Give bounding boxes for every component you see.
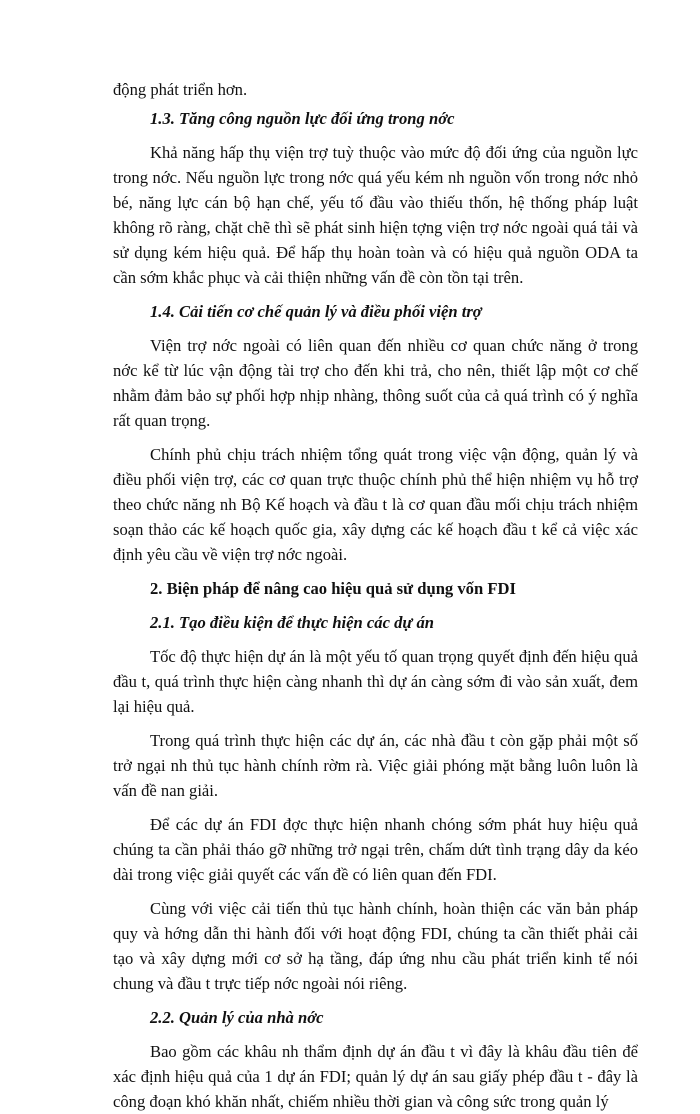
section-heading-1-3: 1.3. Tăng công nguồn lực đối ứng trong nớc [150,109,455,128]
paragraph-continuation: động phát triển hơn. [113,80,248,99]
section-heading-2: 2. Biện pháp để nâng cao hiệu quả sử dụng vốn FDI [150,579,516,598]
paragraph: Trong quá trình thực hiện các dự án, các nhà đầu t còn gặp phải một số trở ngại nh thủ tục hành chính rờm rà. Việc giải phóng mặt bằng luôn luôn là vấn đề nan giải. [113,731,638,800]
section-heading-1-4: 1.4. Cải tiến cơ chế quản lý và điều phối viện trợ [150,302,482,321]
paragraph: Viện trợ nớc ngoài có liên quan đến nhiều cơ quan chức năng ở trong nớc kể từ lúc vận động tài trợ cho đến khi trả, cho nên, thiết lập một cơ chế nhằm đảm bảo sự phối hợp nhịp nhàng, thông suốt của cả quá trình có ý nghĩa rất quan trọng. [113,336,638,430]
section-heading-2-2: 2.2. Quản lý của nhà nớc [150,1008,324,1027]
section-heading-2-1: 2.1. Tạo điều kiện để thực hiện các dự án [150,613,434,632]
paragraph: Khả năng hấp thụ viện trợ tuỳ thuộc vào mức độ đối ứng của nguồn lực trong nớc. Nếu nguồn lực trong nớc quá yếu kém nh nguồn vốn trong nớc nhỏ bé, năng lực cán bộ hạn chế, yếu tố đầu vào thiếu thốn, hệ thống pháp luật không rõ ràng, chặt chẽ thì sẽ phát sinh hiện tợng viện trợ nớc ngoài quá tải và sử dụng kém hiệu quả. Để hấp thụ hoàn toàn và có hiệu quả nguồn ODA ta cần sớm khắc phục và cải thiện những vấn đề còn tồn tại trên. [113,143,638,287]
paragraph: Bao gồm các khâu nh thẩm định dự án đầu t vì đây là khâu đầu tiên để xác định hiệu quả của 1 dự án FDI; quản lý dự án sau giấy phép đầu t - đây là công đoạn khó khăn nhất, chiếm nhiều thời gian và công sức trong quản lý [113,1042,638,1111]
paragraph: Chính phủ chịu trách nhiệm tổng quát trong việc vận động, quản lý và điều phối viện trợ, các cơ quan trực thuộc chính phủ thể hiện nhiệm vụ hỗ trợ theo chức năng nh Bộ Kế hoạch và đầu t là cơ quan đầu mối chịu trách nhiệm soạn thảo các kế hoạch quốc gia, xây dựng các kế hoạch đầu t kể cả việc xác định yêu cầu về viện trợ nớc ngoài. [113,445,638,564]
paragraph: Cùng với việc cải tiến thủ tục hành chính, hoàn thiện các văn bản pháp quy và hớng dẫn thi hành đối với hoạt động FDI, chúng ta cần thiết phải cải tạo và xây dựng mới cơ sở hạ tầng, đáp ứng nhu cầu phát triển kinh tế nói chung và đầu t trực tiếp nớc ngoài nói riêng. [113,899,638,993]
paragraph: Để các dự án FDI đợc thực hiện nhanh chóng sớm phát huy hiệu quả chúng ta cần phải tháo gỡ những trở ngại trên, chấm dứt tình trạng dây da kéo dài trong việc giải quyết các vấn đề có liên quan đến FDI. [113,815,638,884]
paragraph: Tốc độ thực hiện dự án là một yếu tố quan trọng quyết định đến hiệu quả đầu t, quá trình thực hiện càng nhanh thì dự án càng sớm đi vào sản xuất, đem lại hiệu quả. [113,647,638,716]
